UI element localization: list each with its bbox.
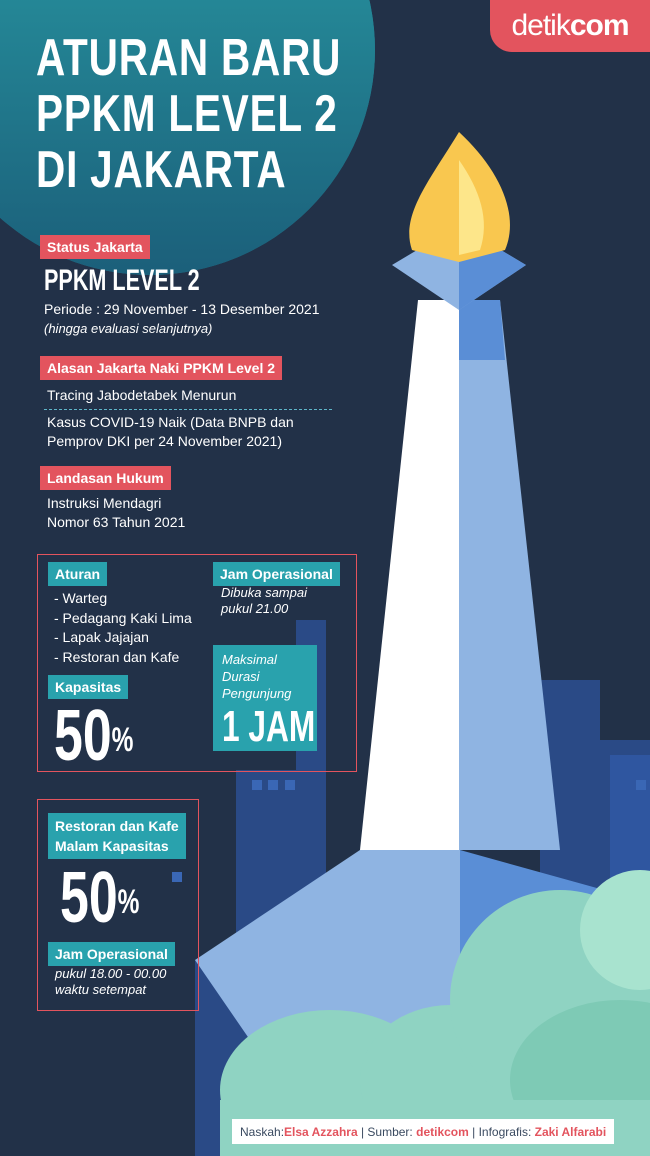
aturan-item-4: - Restoran dan Kafe: [54, 649, 180, 665]
jam-line-1: Dibuka sampai: [221, 585, 307, 600]
title-line-1: ATURAN BARU: [36, 29, 342, 87]
status-value: PPKM LEVEL 2: [44, 264, 200, 297]
kapasitas-value: 50%: [54, 696, 134, 776]
title-line-3: DI JAKARTA: [36, 141, 287, 199]
alasan-item-1: Tracing Jabodetabek Menurun: [47, 387, 237, 403]
malam-jam-line-2: waktu setempat: [55, 982, 147, 997]
aturan-item-2: - Pedagang Kaki Lima: [54, 610, 192, 626]
status-label: Status Jakarta: [40, 235, 150, 259]
alasan-item-2-line-2: Pemprov DKI per 24 November 2021): [47, 433, 282, 449]
durasi-label: Maksimal Durasi Pengunjung: [222, 652, 292, 701]
malam-jam-line-1: pukul 18.00 - 00.00: [55, 966, 167, 981]
alasan-label: Alasan Jakarta Naki PPKM Level 2: [40, 356, 282, 380]
kapasitas-label: Kapasitas: [48, 675, 128, 699]
alasan-item-2-line-1: Kasus COVID-19 Naik (Data BNPB dan: [47, 414, 294, 430]
status-periode: Periode : 29 November - 13 Desember 2021: [44, 301, 320, 317]
aturan-label: Aturan: [48, 562, 107, 586]
jam-line-2: pukul 21.00: [221, 601, 289, 616]
divider: [44, 409, 332, 410]
status-note: (hingga evaluasi selanjutnya): [44, 321, 213, 336]
detikcom-logo: detik com: [490, 0, 650, 52]
aturan-item-1: - Warteg: [54, 590, 108, 606]
malam-kapasitas-value: 50%: [60, 858, 140, 938]
malam-jam-label: Jam Operasional: [48, 942, 175, 966]
durasi-box: [213, 645, 317, 751]
landasan-line-2: Nomor 63 Tahun 2021: [47, 514, 186, 530]
page-title: [36, 30, 341, 198]
title-line-2: PPKM LEVEL 2: [36, 85, 338, 143]
aturan-item-3: - Lapak Jajajan: [54, 629, 149, 645]
landasan-line-1: Instruksi Mendagri: [47, 495, 162, 511]
malam-label: Restoran dan Kafe Malam Kapasitas: [48, 813, 186, 859]
durasi-value: 1 JAM: [222, 702, 316, 751]
jam-operasional-label: Jam Operasional: [213, 562, 340, 586]
landasan-label: Landasan Hukum: [40, 466, 171, 490]
credit-bar: Naskah: Elsa Azzahra | Sumber: detikcom | Infografis: Zaki Alfarabi: [232, 1119, 614, 1144]
